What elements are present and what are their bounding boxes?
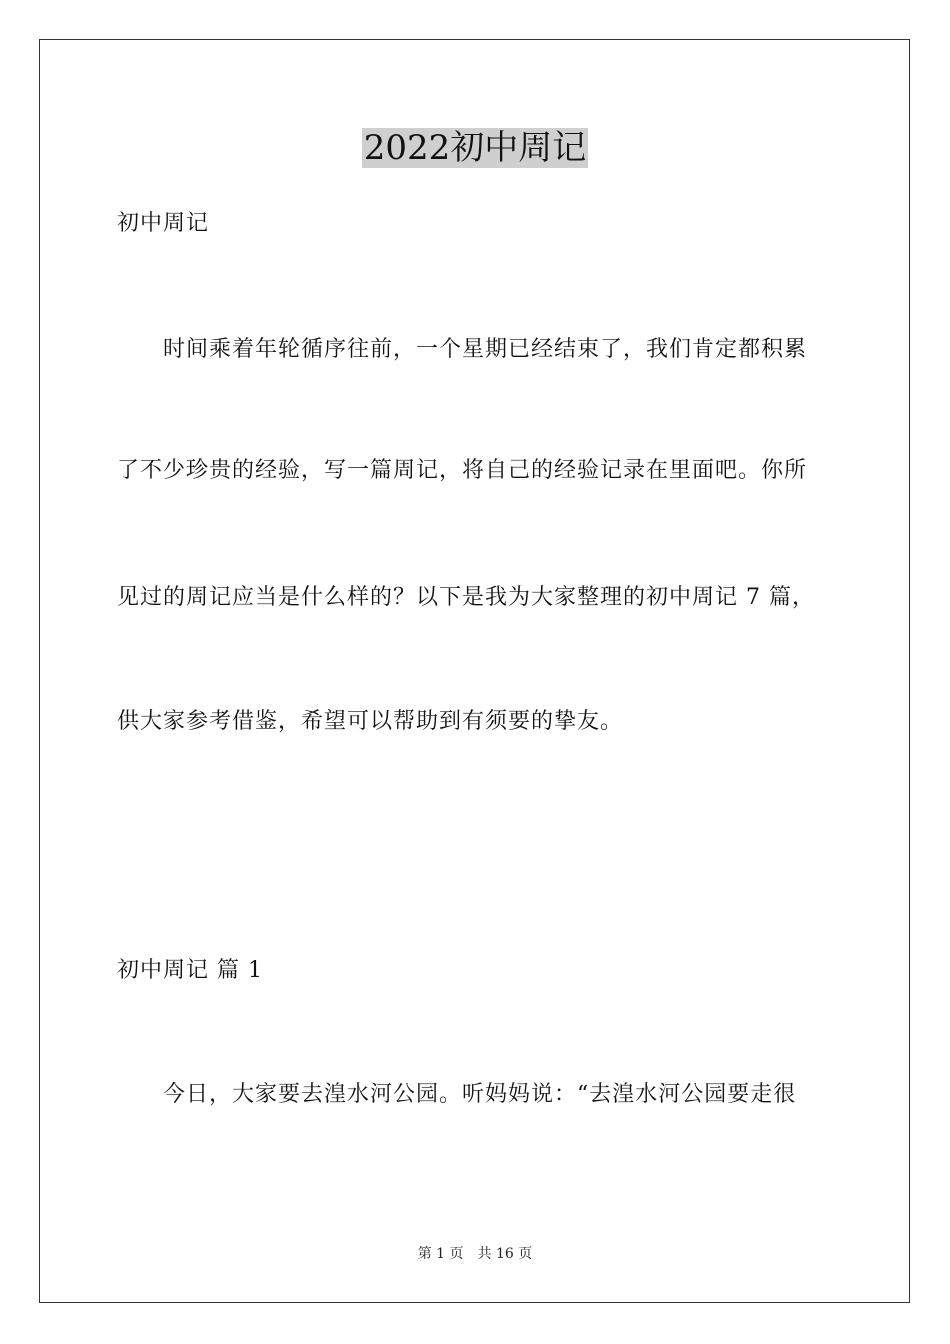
subtitle: 初中周记 (117, 211, 210, 236)
paragraph-line: 供大家参考借鉴，希望可以帮助到有须要的挚友。 (117, 709, 624, 734)
section-heading: 初中周记 篇 1 (117, 958, 263, 983)
document-title-text: 2022初中周记 (363, 128, 587, 168)
paragraph-line: 今日，大家要去湟水河公园。听妈妈说：“去湟水河公园要走很 (163, 1082, 797, 1107)
paragraph-line: 时间乘着年轮循序往前，一个星期已经结束了，我们肯定都积累 (163, 337, 808, 362)
document-title (0, 127, 950, 169)
paragraph-line: 见过的周记应当是什么样的？以下是我为大家整理的初中周记 7 篇， (117, 585, 815, 610)
paragraph-line: 了不少珍贵的经验，写一篇周记，将自己的经验记录在里面吧。你所 (117, 458, 808, 483)
page-footer: 第 1 页 共 16 页 (417, 1246, 533, 1262)
